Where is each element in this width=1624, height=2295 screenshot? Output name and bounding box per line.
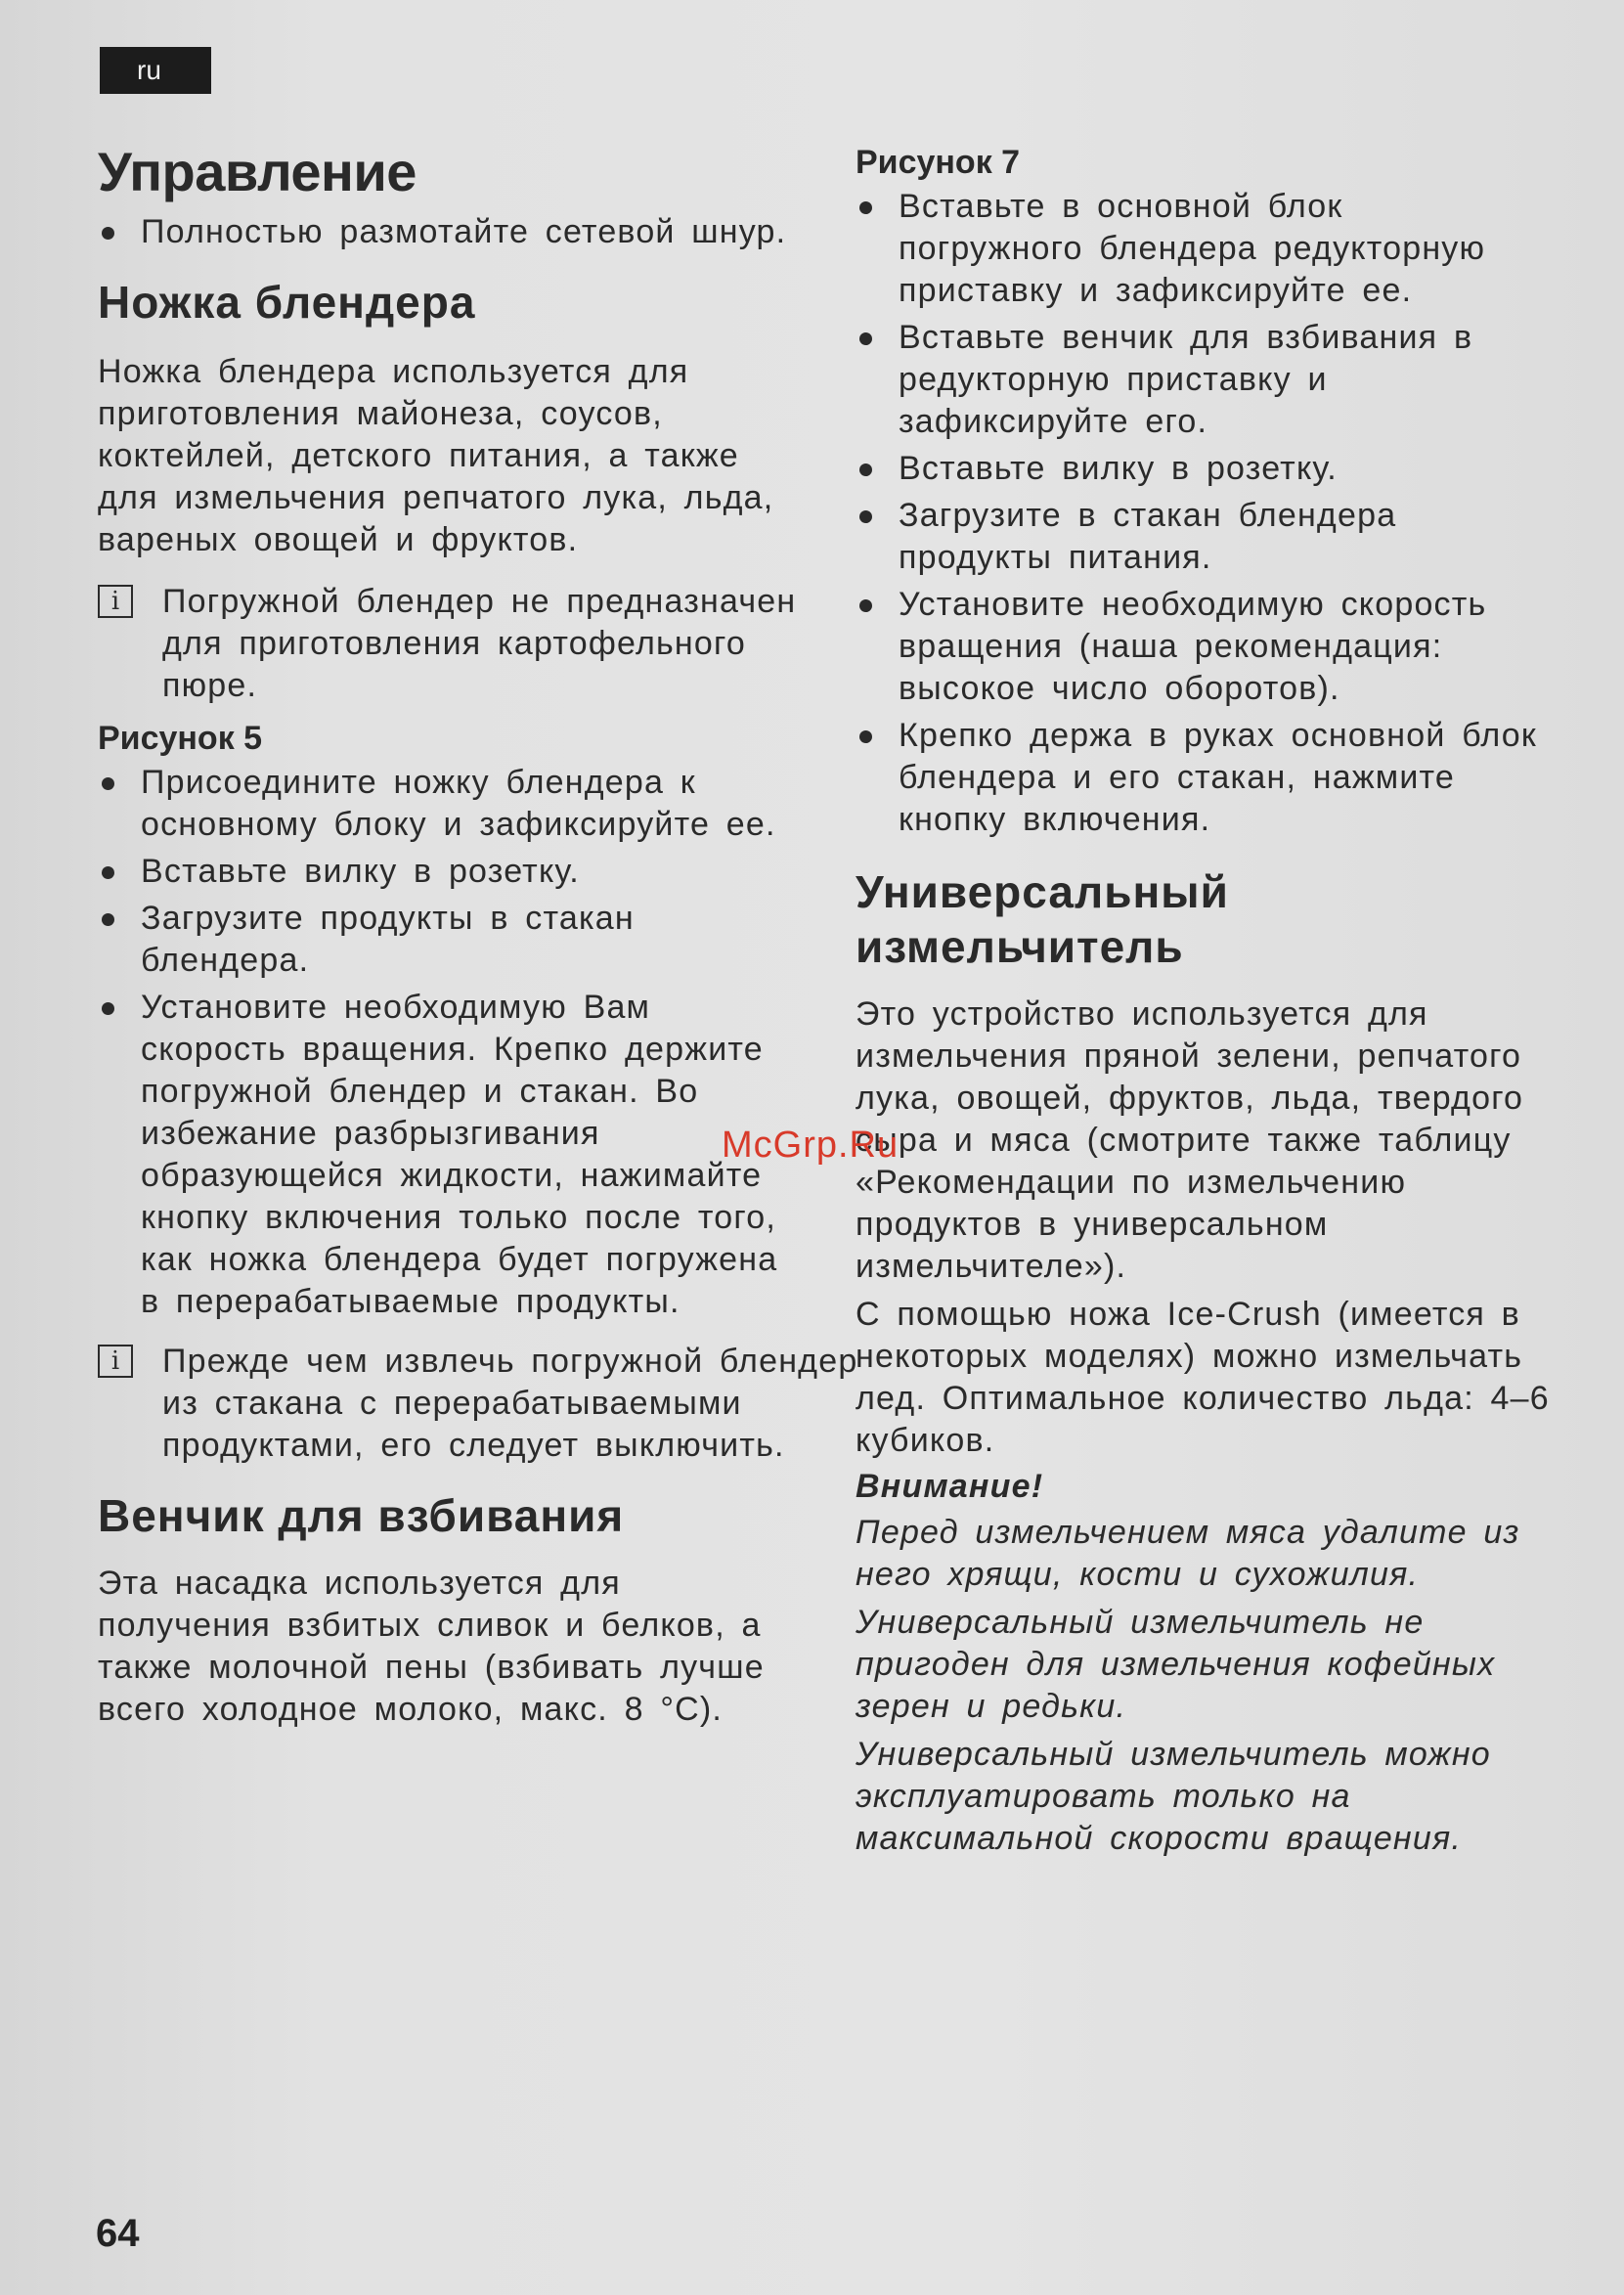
language-tab: ru bbox=[100, 47, 211, 94]
attention-text: Перед измельчением мяса удалите из него хрящи, кости и сухожилия. bbox=[856, 1514, 1520, 1593]
list-item: Крепко держа в руках основной блок блендера и его стакан, нажмите кнопку включения. bbox=[856, 715, 1540, 841]
section-heading-blender-leg: Ножка блендера bbox=[98, 277, 476, 328]
attention-label: Внимание! bbox=[856, 1468, 1044, 1505]
watermark: McGrp.Ru bbox=[722, 1125, 900, 1166]
section-paragraph: Эта насадка используется для получения взбитых сливок и белков, а также молочной пены (взбивать лучше всего холодное молоко, макс. 8 °С). bbox=[98, 1565, 765, 1728]
info-icon: i bbox=[98, 585, 133, 618]
section-paragraph: С помощью ножа Ice-Crush (имеется в некоторых моделях) можно измельчать лед. Оптимальное количество льда: 4–6 кубиков. bbox=[856, 1296, 1550, 1459]
info-note bbox=[98, 1341, 866, 1467]
steps-list bbox=[98, 762, 802, 1323]
list-item: Вставьте вилку в розетку. bbox=[98, 851, 802, 893]
figure-label: Рисунок 5 bbox=[98, 720, 263, 757]
list-item: Присоедините ножку блендера к основному блоку и зафиксируйте ее. bbox=[98, 762, 802, 846]
figure-label: Рисунок 7 bbox=[856, 144, 1021, 181]
section-paragraph: Ножка блендера используется для приготовления майонеза, соусов, коктейлей, детского питания, а также для измельчения репчатого лука, льда, вареных овощей и фруктов. bbox=[98, 353, 774, 558]
right-column bbox=[856, 137, 1559, 1860]
list-item: Вставьте вилку в розетку. bbox=[856, 448, 1540, 490]
info-text: Прежде чем извлечь погружной блендер из стакана с перерабатываемыми продуктами, его следует выключить. bbox=[162, 1343, 858, 1464]
info-icon: i bbox=[98, 1345, 133, 1378]
page-title: Управление bbox=[98, 141, 417, 202]
section-paragraph: Это устройство используется для измельчения пряной зелени, репчатого лука, овощей, фруктов, льда, твердого сыра и мяса (смотрите также таблицу «Рекомендации по измельчению продуктов в универсальном измельчителе»). bbox=[856, 995, 1524, 1285]
page-number: 64 bbox=[96, 2212, 140, 2255]
list-item: Установите необходимую Вам скорость вращения. Крепко держите погружной блендер и стакан. Во избежание разбрызгивания образующейся жидкости, нажимайте кнопку включения только после того, как ножка блендера будет погружена в перерабатываемые продукты. bbox=[98, 987, 802, 1323]
info-note bbox=[98, 581, 837, 707]
intro-list bbox=[98, 211, 821, 253]
list-item: Полностью размотайте сетевой шнур. bbox=[98, 211, 821, 253]
attention-text: Универсальный измельчитель не пригоден для измельчения кофейных зерен и редьки. bbox=[856, 1604, 1496, 1725]
list-item: Установите необходимую скорость вращения (наша рекомендация: высокое число оборотов). bbox=[856, 584, 1540, 710]
list-item: Загрузите в стакан блендера продукты питания. bbox=[856, 495, 1540, 579]
info-text: Погружной блендер не предназначен для приготовления картофельного пюре. bbox=[162, 583, 797, 704]
left-column bbox=[98, 137, 858, 1731]
list-item: Вставьте венчик для взбивания в редукторную приставку и зафиксируйте его. bbox=[856, 317, 1540, 443]
list-item: Вставьте в основной блок погружного блендера редукторную приставку и зафиксируйте ее. bbox=[856, 186, 1540, 312]
list-item: Загрузите продукты в стакан блендера. bbox=[98, 898, 802, 982]
attention-text: Универсальный измельчитель можно эксплуатировать только на максимальной скорости вращения. bbox=[856, 1736, 1491, 1857]
section-heading-whisk: Венчик для взбивания bbox=[98, 1490, 625, 1541]
section-heading-chopper: Универсальный измельчитель bbox=[856, 866, 1229, 972]
steps-list bbox=[856, 186, 1540, 841]
